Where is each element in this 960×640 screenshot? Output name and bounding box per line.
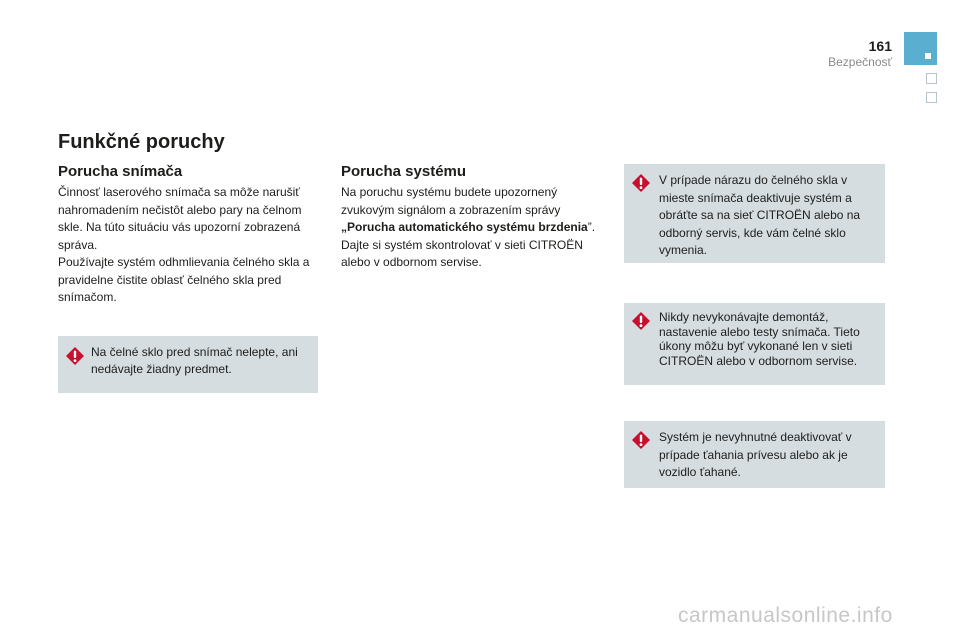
system-fault-heading: Porucha systému (341, 163, 467, 180)
system-fault-paragraph-1 (341, 184, 603, 237)
watermark: carmanualsonline.info (678, 604, 893, 627)
system-fault-paragraph-2: Dajte si systém skontrolovať v sieti CITROËN alebo v odbornom servise. (341, 237, 583, 269)
section-tab-outline-icon (926, 73, 937, 84)
warning-text: Na čelné sklo pred snímač nelepte, ani nedávajte žiadny predmet. (91, 345, 298, 376)
exclamation-warning-icon (631, 430, 651, 450)
sensor-fault-text (58, 184, 320, 307)
warning-text: Systém je nevyhnutné deaktivovať v prípade ťahania prívesu alebo ak je vozidlo ťahané. (659, 430, 852, 479)
exclamation-warning-icon (65, 346, 85, 366)
section-tab-outline-icon (926, 92, 937, 103)
warning-box-towing (624, 421, 885, 488)
page-number: 161 (868, 38, 892, 54)
tab-dot-icon (925, 53, 931, 59)
warning-text: Nikdy nevykonávajte demontáž, nastavenie alebo testy snímača. Tieto úkony môžu byť vykonané len v sieti CITROËN alebo v odbornom servise. (659, 310, 860, 368)
system-fault-text (341, 184, 603, 272)
warning-box-dismantling (624, 303, 885, 385)
system-fault-text-after: ”. (587, 220, 596, 234)
sensor-fault-paragraph-2: Používajte systém odhmlievania čelného skla a pravidelne čistite oblasť čelného skla pred snímačom. (58, 255, 310, 304)
warning-box-impact (624, 164, 885, 263)
exclamation-warning-icon (631, 173, 651, 193)
system-fault-text-before: Na poruchu systému budete upozornený zvukovým signálom a zobrazením správy (341, 185, 561, 217)
exclamation-warning-icon (631, 311, 651, 331)
warning-text: V prípade nárazu do čelného skla v mieste snímača deaktivuje systém a obráťte sa na sieť CITROËN alebo na odborný servis, kde vám čelné sklo vymenia. (659, 173, 861, 257)
page-title: Funkčné poruchy (58, 131, 225, 153)
sensor-fault-paragraph-1: Činnosť laserového snímača sa môže narušiť nahromadením nečistôt alebo pary na čelnom skle. Na túto situáciu vás upozorní zobrazená správa. (58, 185, 302, 252)
sensor-fault-heading: Porucha snímača (58, 163, 183, 180)
section-name: Bezpečnosť (828, 55, 892, 69)
system-fault-message: „Porucha automatického systému brzdenia (341, 220, 588, 234)
warning-box-sticker (58, 336, 318, 393)
section-tab-active-icon (904, 32, 937, 65)
